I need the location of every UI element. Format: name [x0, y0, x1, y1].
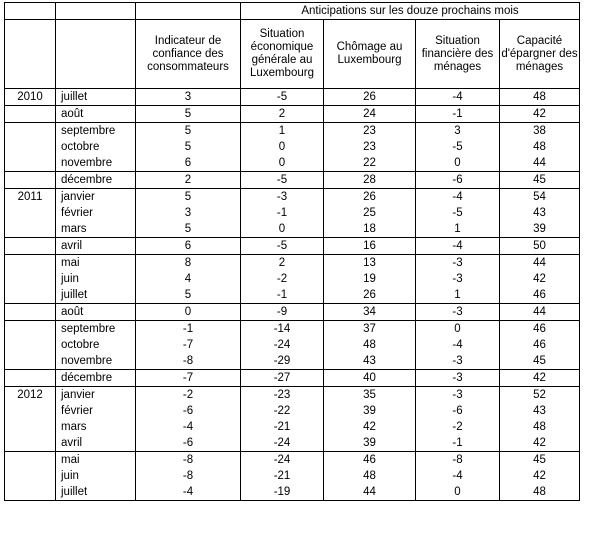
value-confidence-indicator: 5	[136, 221, 241, 238]
value-unemployment: 42	[324, 419, 416, 435]
year-cell	[5, 123, 56, 140]
header-row-group	[5, 3, 580, 20]
value-economic-situation: -24	[241, 435, 324, 452]
month-cell: décembre	[56, 172, 136, 189]
month-cell: juin	[56, 468, 136, 484]
value-savings-capacity: 48	[500, 484, 580, 501]
month-cell: juin	[56, 271, 136, 287]
value-confidence-indicator: 5	[136, 189, 241, 206]
value-economic-situation: 0	[241, 155, 324, 172]
value-economic-situation: -27	[241, 370, 324, 387]
value-household-finances: 0	[416, 321, 500, 338]
value-savings-capacity: 42	[500, 370, 580, 387]
value-household-finances: -5	[416, 139, 500, 155]
month-cell: janvier	[56, 387, 136, 404]
month-cell: août	[56, 106, 136, 123]
year-cell	[5, 353, 56, 370]
year-cell	[5, 452, 56, 469]
month-cell: octobre	[56, 139, 136, 155]
value-confidence-indicator: -8	[136, 353, 241, 370]
value-confidence-indicator: -8	[136, 468, 241, 484]
value-household-finances: -3	[416, 387, 500, 404]
table-row	[5, 255, 580, 272]
year-cell	[5, 484, 56, 501]
value-confidence-indicator: 2	[136, 172, 241, 189]
value-economic-situation: -19	[241, 484, 324, 501]
month-cell: mai	[56, 452, 136, 469]
value-household-finances: -2	[416, 419, 500, 435]
table-row	[5, 172, 580, 189]
value-economic-situation: -24	[241, 337, 324, 353]
value-household-finances: 1	[416, 287, 500, 304]
table-row	[5, 387, 580, 404]
table-row	[5, 106, 580, 123]
value-confidence-indicator: -6	[136, 403, 241, 419]
value-economic-situation: -2	[241, 271, 324, 287]
value-economic-situation: -1	[241, 287, 324, 304]
value-unemployment: 37	[324, 321, 416, 338]
value-confidence-indicator: -4	[136, 419, 241, 435]
value-unemployment: 22	[324, 155, 416, 172]
year-cell	[5, 221, 56, 238]
table-row	[5, 403, 580, 419]
table-row	[5, 139, 580, 155]
value-confidence-indicator: 6	[136, 238, 241, 255]
value-savings-capacity: 44	[500, 155, 580, 172]
value-household-finances: -4	[416, 337, 500, 353]
table-row	[5, 484, 580, 501]
value-economic-situation: -24	[241, 452, 324, 469]
value-savings-capacity: 46	[500, 337, 580, 353]
value-confidence-indicator: 5	[136, 287, 241, 304]
table-row	[5, 419, 580, 435]
year-cell	[5, 238, 56, 255]
column-header-household-finances: Situation financière des ménages	[416, 20, 500, 89]
year-cell	[5, 271, 56, 287]
value-household-finances: 0	[416, 484, 500, 501]
value-savings-capacity: 43	[500, 403, 580, 419]
value-unemployment: 24	[324, 106, 416, 123]
table-row	[5, 89, 580, 106]
value-confidence-indicator: -2	[136, 387, 241, 404]
value-economic-situation: -5	[241, 89, 324, 106]
value-savings-capacity: 45	[500, 353, 580, 370]
value-household-finances: 1	[416, 221, 500, 238]
value-household-finances: -3	[416, 271, 500, 287]
value-economic-situation: -21	[241, 468, 324, 484]
year-cell	[5, 435, 56, 452]
value-economic-situation: -23	[241, 387, 324, 404]
column-header-confidence-indicator: Indicateur de confiance des consommateurs	[136, 20, 241, 89]
value-unemployment: 28	[324, 172, 416, 189]
month-cell: mars	[56, 419, 136, 435]
value-economic-situation: -9	[241, 304, 324, 321]
year-cell	[5, 172, 56, 189]
value-savings-capacity: 38	[500, 123, 580, 140]
year-cell	[5, 321, 56, 338]
value-confidence-indicator: 3	[136, 205, 241, 221]
value-unemployment: 18	[324, 221, 416, 238]
value-savings-capacity: 45	[500, 452, 580, 469]
month-cell: mars	[56, 221, 136, 238]
month-cell: décembre	[56, 370, 136, 387]
value-economic-situation: 2	[241, 255, 324, 272]
value-household-finances: -4	[416, 468, 500, 484]
value-household-finances: -3	[416, 353, 500, 370]
value-unemployment: 23	[324, 123, 416, 140]
year-cell	[5, 106, 56, 123]
year-cell	[5, 304, 56, 321]
value-savings-capacity: 42	[500, 271, 580, 287]
value-household-finances: -4	[416, 89, 500, 106]
value-savings-capacity: 44	[500, 304, 580, 321]
empty-header-cell	[5, 3, 56, 20]
group-header-anticipations: Anticipations sur les douze prochains mois	[241, 3, 580, 20]
table-row	[5, 435, 580, 452]
month-cell: novembre	[56, 353, 136, 370]
value-savings-capacity: 45	[500, 172, 580, 189]
value-household-finances: -8	[416, 452, 500, 469]
table-row	[5, 370, 580, 387]
value-household-finances: -1	[416, 106, 500, 123]
value-savings-capacity: 46	[500, 287, 580, 304]
table-row	[5, 123, 580, 140]
value-household-finances: -4	[416, 238, 500, 255]
year-cell	[5, 419, 56, 435]
value-confidence-indicator: -6	[136, 435, 241, 452]
value-unemployment: 19	[324, 271, 416, 287]
value-confidence-indicator: 8	[136, 255, 241, 272]
value-household-finances: -6	[416, 403, 500, 419]
table-row	[5, 304, 580, 321]
table-row	[5, 155, 580, 172]
value-confidence-indicator: 5	[136, 106, 241, 123]
value-unemployment: 43	[324, 353, 416, 370]
value-unemployment: 26	[324, 189, 416, 206]
value-unemployment: 35	[324, 387, 416, 404]
table-row	[5, 238, 580, 255]
table-row	[5, 353, 580, 370]
value-household-finances: -3	[416, 255, 500, 272]
empty-header-cell	[136, 3, 241, 20]
value-household-finances: 3	[416, 123, 500, 140]
empty-header-cell	[56, 20, 136, 89]
value-household-finances: -6	[416, 172, 500, 189]
month-cell: février	[56, 205, 136, 221]
table-row	[5, 271, 580, 287]
month-cell: septembre	[56, 321, 136, 338]
value-savings-capacity: 39	[500, 221, 580, 238]
month-cell: novembre	[56, 155, 136, 172]
value-unemployment: 39	[324, 435, 416, 452]
month-cell: avril	[56, 435, 136, 452]
value-economic-situation: -5	[241, 238, 324, 255]
value-household-finances: 0	[416, 155, 500, 172]
value-unemployment: 13	[324, 255, 416, 272]
value-confidence-indicator: 5	[136, 123, 241, 140]
confidence-table	[4, 2, 580, 501]
year-cell	[5, 403, 56, 419]
value-economic-situation: -14	[241, 321, 324, 338]
value-savings-capacity: 42	[500, 435, 580, 452]
value-household-finances: -4	[416, 189, 500, 206]
table-row	[5, 221, 580, 238]
table-row	[5, 337, 580, 353]
month-cell: juillet	[56, 484, 136, 501]
month-cell: juillet	[56, 287, 136, 304]
table-row	[5, 205, 580, 221]
value-unemployment: 26	[324, 287, 416, 304]
year-cell	[5, 468, 56, 484]
value-household-finances: -5	[416, 205, 500, 221]
value-savings-capacity: 50	[500, 238, 580, 255]
table-row	[5, 452, 580, 469]
value-economic-situation: 0	[241, 139, 324, 155]
year-cell	[5, 255, 56, 272]
value-savings-capacity: 52	[500, 387, 580, 404]
table-row	[5, 468, 580, 484]
year-cell: 2011	[5, 189, 56, 206]
column-header-unemployment: Chômage au Luxembourg	[324, 20, 416, 89]
year-cell: 2010	[5, 89, 56, 106]
table-row	[5, 287, 580, 304]
empty-header-cell	[5, 20, 56, 89]
value-savings-capacity: 48	[500, 89, 580, 106]
year-cell	[5, 155, 56, 172]
value-economic-situation: -3	[241, 189, 324, 206]
value-savings-capacity: 43	[500, 205, 580, 221]
column-header-economic-situation: Situation économique générale au Luxembourg	[241, 20, 324, 89]
year-cell: 2012	[5, 387, 56, 404]
value-economic-situation: -5	[241, 172, 324, 189]
value-confidence-indicator: -4	[136, 484, 241, 501]
year-cell	[5, 287, 56, 304]
value-household-finances: -3	[416, 304, 500, 321]
value-confidence-indicator: -7	[136, 370, 241, 387]
value-savings-capacity: 44	[500, 255, 580, 272]
value-confidence-indicator: 0	[136, 304, 241, 321]
month-cell: avril	[56, 238, 136, 255]
value-savings-capacity: 54	[500, 189, 580, 206]
year-cell	[5, 139, 56, 155]
value-unemployment: 46	[324, 452, 416, 469]
year-cell	[5, 205, 56, 221]
month-cell: août	[56, 304, 136, 321]
value-economic-situation: 1	[241, 123, 324, 140]
empty-header-cell	[56, 3, 136, 20]
value-household-finances: -3	[416, 370, 500, 387]
value-unemployment: 39	[324, 403, 416, 419]
month-cell: mai	[56, 255, 136, 272]
month-cell: février	[56, 403, 136, 419]
value-unemployment: 40	[324, 370, 416, 387]
value-savings-capacity: 48	[500, 139, 580, 155]
month-cell: septembre	[56, 123, 136, 140]
value-household-finances: -1	[416, 435, 500, 452]
month-cell: janvier	[56, 189, 136, 206]
value-economic-situation: -22	[241, 403, 324, 419]
value-confidence-indicator: 6	[136, 155, 241, 172]
table-row	[5, 321, 580, 338]
value-confidence-indicator: -8	[136, 452, 241, 469]
value-economic-situation: -21	[241, 419, 324, 435]
value-savings-capacity: 42	[500, 468, 580, 484]
value-economic-situation: -29	[241, 353, 324, 370]
value-confidence-indicator: 3	[136, 89, 241, 106]
value-unemployment: 48	[324, 337, 416, 353]
header-row-columns	[5, 20, 580, 89]
value-confidence-indicator: 4	[136, 271, 241, 287]
value-unemployment: 23	[324, 139, 416, 155]
value-unemployment: 26	[324, 89, 416, 106]
value-unemployment: 25	[324, 205, 416, 221]
year-cell	[5, 337, 56, 353]
month-cell: juillet	[56, 89, 136, 106]
value-savings-capacity: 46	[500, 321, 580, 338]
value-economic-situation: 2	[241, 106, 324, 123]
table-row	[5, 189, 580, 206]
value-unemployment: 48	[324, 468, 416, 484]
value-confidence-indicator: 5	[136, 139, 241, 155]
value-confidence-indicator: -7	[136, 337, 241, 353]
value-confidence-indicator: -1	[136, 321, 241, 338]
value-savings-capacity: 42	[500, 106, 580, 123]
column-header-savings-capacity: Capacité d'épargner des ménages	[500, 20, 580, 89]
value-unemployment: 16	[324, 238, 416, 255]
month-cell: octobre	[56, 337, 136, 353]
value-unemployment: 34	[324, 304, 416, 321]
value-unemployment: 44	[324, 484, 416, 501]
value-economic-situation: 0	[241, 221, 324, 238]
year-cell	[5, 370, 56, 387]
value-savings-capacity: 48	[500, 419, 580, 435]
value-economic-situation: -1	[241, 205, 324, 221]
